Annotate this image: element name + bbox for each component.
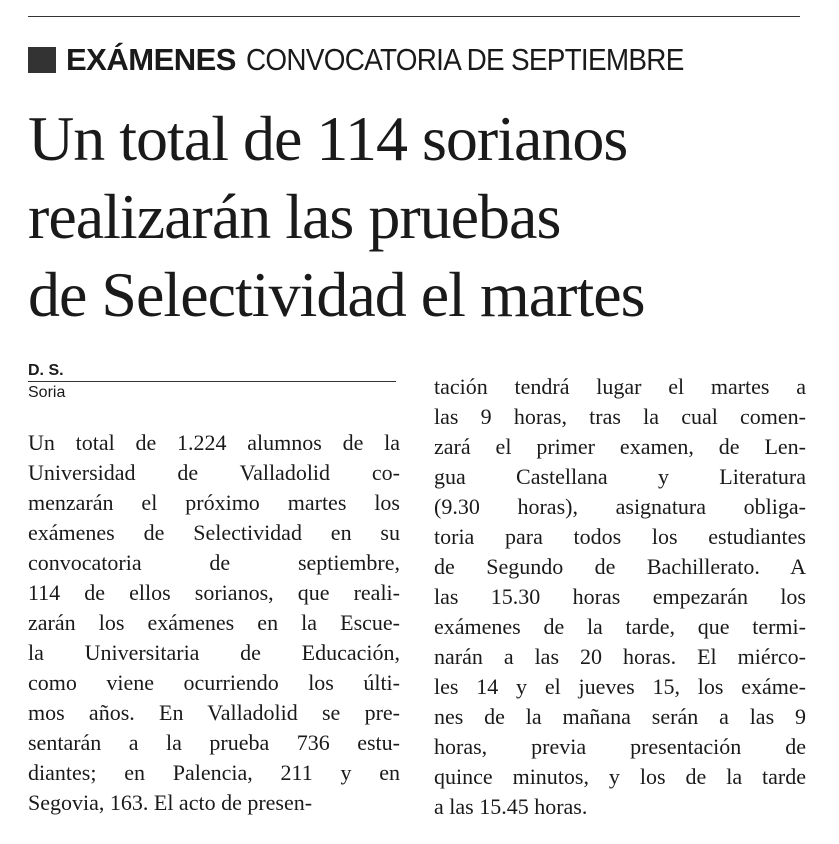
byline-place: Soria [28,384,66,401]
body-text-line: narán a las 20 horas. El miérco- [434,644,806,669]
body-text-line: nes de la mañana serán a las 9 [434,704,806,729]
body-text-line: quince minutos, y los de la tarde [434,764,806,789]
kicker-subtitle: CONVOCATORIA DE SEPTIEMBRE [245,42,684,77]
body-text-line: la Universitaria de Educación, [28,640,400,665]
body-column-right [434,372,806,822]
headline [28,100,818,334]
body-text-line: como viene ocurriendo los últi- [28,670,400,695]
headline-line: Un total de 114 sorianos [28,103,628,174]
body-text-line: a las 15.45 horas. [434,794,588,819]
body-text-line: gua Castellana y Literatura [434,464,806,489]
body-text-line: menzarán el próximo martes los [28,490,400,515]
body-text-line: tación tendrá lugar el martes a [434,374,806,399]
byline-author: D. S. [28,362,64,379]
top-rule [28,16,800,17]
body-text-line: las 15.30 horas empezarán los [434,584,806,609]
body-text-line: zarán los exámenes en la Escue- [28,610,400,635]
headline-line: de Selectividad el martes [28,259,645,330]
body-text-line: Un total de 1.224 alumnos de la [28,430,400,455]
body-text-line: exámenes de la tarde, que termi- [434,614,806,639]
body-text-line: exámenes de Selectividad en su [28,520,400,545]
byline [28,362,396,402]
body-text-line: horas, previa presentación de [434,734,806,759]
kicker-square-icon [28,47,56,73]
body-text-line: 114 de ellos sorianos, que reali- [28,580,400,605]
section-kicker [28,40,732,80]
body-text-line: convocatoria de septiembre, [28,550,400,575]
body-column-left [28,428,400,818]
body-text-line: Universidad de Valladolid co- [28,460,400,485]
body-text-line: Segovia, 163. El acto de presen- [28,790,313,815]
headline-line: realizarán las pruebas [28,181,561,252]
body-text-line: las 9 horas, tras la cual comen- [434,404,806,429]
body-text-line: diantes; en Palencia, 211 y en [28,760,400,785]
body-text-line: les 14 y el jueves 15, los exáme- [434,674,806,699]
body-text-line: zará el primer examen, de Len- [434,434,806,459]
body-text-line: mos años. En Valladolid se pre- [28,700,400,725]
byline-rule [28,381,396,382]
body-text-line: sentarán a la prueba 736 estu- [28,730,400,755]
kicker-section: EXÁMENES [66,42,236,77]
body-text-line: toria para todos los estudiantes [434,524,806,549]
body-text-line: (9.30 horas), asignatura obliga- [434,494,806,519]
body-text-line: de Segundo de Bachillerato. A [434,554,806,579]
